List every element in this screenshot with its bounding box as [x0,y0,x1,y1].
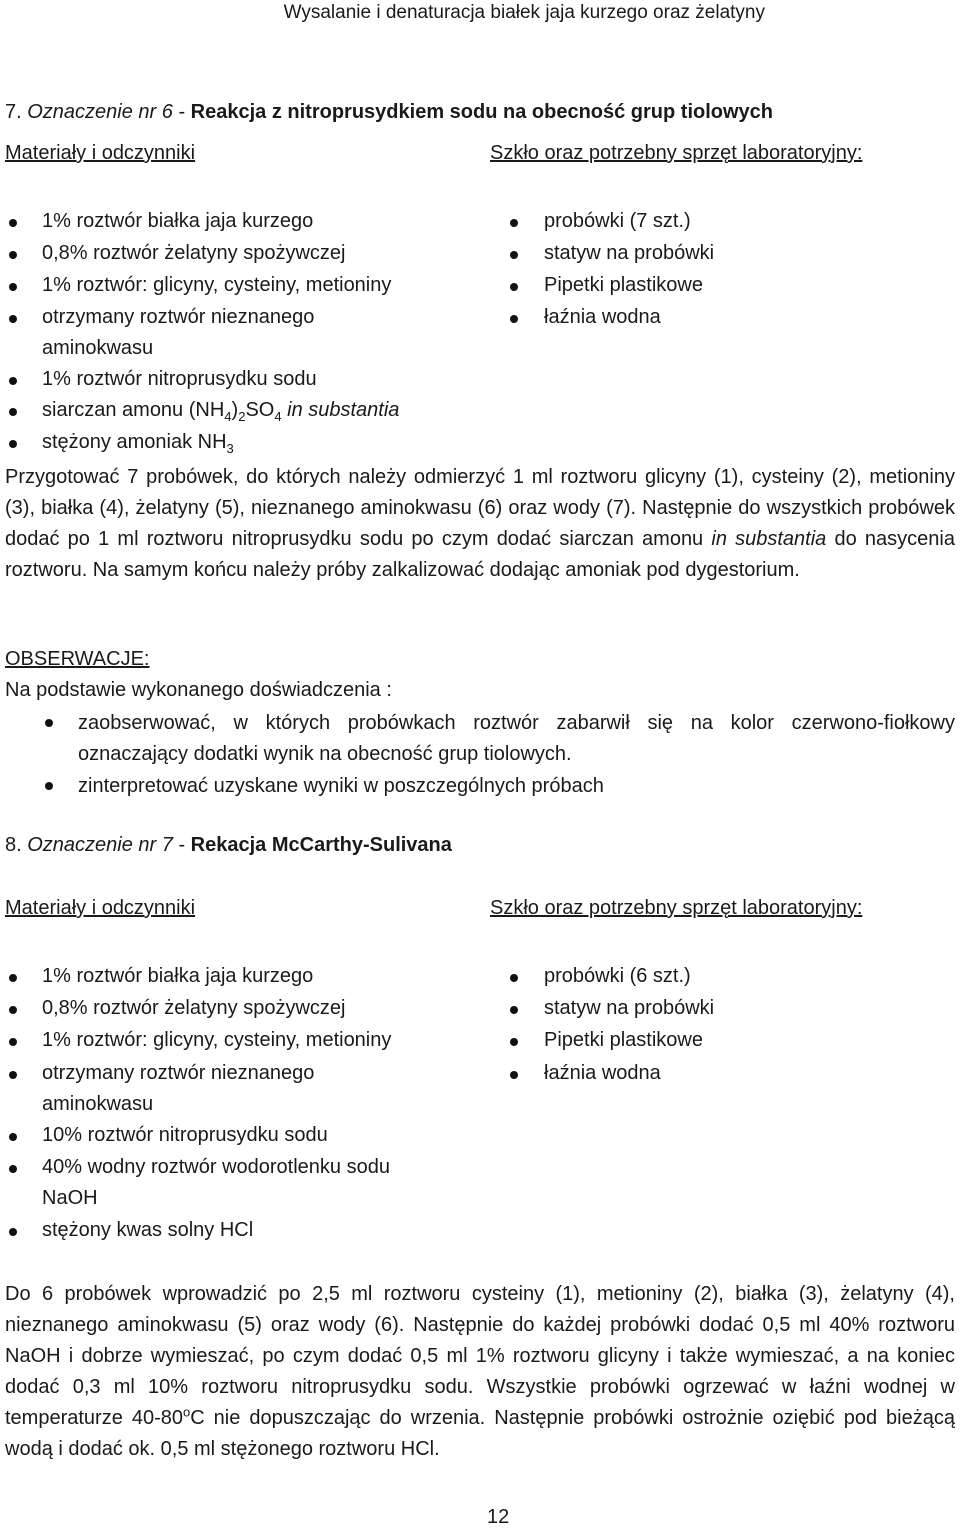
formula-subscript: 3 [226,441,234,456]
list-item: 1% roztwór białka jaja kurzego [42,965,314,987]
list-item: łaźnia wodna [544,1062,661,1084]
list-item: 0,8% roztwór żelatyny spożywczej [42,997,346,1019]
list-item: statyw na probówki [544,997,715,1019]
bullet-icon [45,782,53,790]
list-item: Pipetki plastikowe [544,1029,703,1051]
section-7-procedure [5,462,955,586]
degree-superscript: o [182,1404,191,1420]
list-item: Pipetki plastikowe [544,274,703,296]
formula-part: stężony amoniak NH [42,431,227,453]
bullet-icon [9,251,17,259]
bullet-icon [9,283,17,291]
bullet-icon [9,315,17,323]
page-header [0,0,960,26]
list-item: łaźnia wodna [544,306,661,328]
bullet-icon [9,1228,17,1236]
list-item: otrzymany roztwór nieznanego [42,1062,315,1084]
list-item: 10% roztwór nitroprusydku sodu [42,1124,328,1146]
section-7-label: Oznaczenie nr 6 [27,101,173,123]
list-item-continuation: aminokwasu [42,1093,154,1115]
list-item: 0,8% roztwór żelatyny spożywczej [42,242,346,264]
procedure-italic: in substantia [711,528,827,550]
bullet-icon [9,1038,17,1046]
procedure-text: do nasycenia roztworu. Na samym końcu należy próby zalkalizować dodając amoniak pod dygestorium. [5,528,955,581]
list-item: 40% wodny roztwór wodorotlenku sodu [42,1156,390,1178]
formula-part: ) [231,399,239,421]
procedure-text: C nie dopuszczając do wrzenia. Następnie probówki ostrożnie oziębić pod bieżącą wodą i dodać ok. 0,5 ml stężonego roztworu HCl. [5,1407,955,1460]
bullet-icon [9,219,17,227]
observation-item: zinterpretować uzyskane wyniki w poszczególnych próbach [78,775,604,797]
bullet-icon [510,1006,518,1014]
list-item-continuation: aminokwasu [42,337,154,359]
bullet-icon [9,1006,17,1014]
section-7-materials-heading: Materiały i odczynniki [5,142,196,164]
section-8-number: 8. [5,834,22,856]
observations-intro: Na podstawie wykonanego doświadczenia : [5,679,392,701]
section-8-procedure [5,1279,955,1465]
list-item: 1% roztwór: glicyny, cysteiny, metioniny [42,1029,392,1051]
bullet-icon [510,251,518,259]
section-8-title: Rekacja McCarthy-Sulivana [190,834,452,856]
list-item: stężony kwas solny HCl [42,1219,254,1241]
bullet-icon [9,974,17,982]
bullet-icon [510,1038,518,1046]
formula-subscript: 4 [274,409,282,424]
formula-part: SO [245,399,275,421]
section-7-equipment-heading: Szkło oraz potrzebny sprzęt laboratoryjny: [490,142,863,164]
procedure-text: Przygotować 7 probówek, do których należy odmierzyć 1 ml roztworu glicyny (1), cysteiny (2), metioniny (3), białka (4), żelatyny (5), nieznanego aminokwasu (6) oraz wody (7). Następnie do wszystkich probówek dodać po 1 ml roztworu nitroprusydku sodu po czym dodać siarczan amonu [5,466,955,550]
bullet-icon [9,408,17,416]
bullet-icon [9,440,17,448]
list-item-ammonium-sulfate [42,399,399,422]
bullet-icon [510,219,518,227]
list-item: otrzymany roztwór nieznanego [42,306,315,328]
section-8-equipment-heading: Szkło oraz potrzebny sprzęt laboratoryjny: [490,897,863,919]
formula-italic: in substantia [281,399,400,421]
list-item: 1% roztwór białka jaja kurzego [42,210,314,232]
section-8-materials-heading: Materiały i odczynniki [5,897,196,919]
list-item: statyw na probówki [544,242,715,264]
list-item: 1% roztwór: glicyny, cysteiny, metioniny [42,274,392,296]
formula-subscript: 4 [224,409,232,424]
section-8-heading [5,834,452,857]
bullet-icon [510,1071,518,1079]
section-7-number: 7. [5,101,22,123]
list-item: 1% roztwór nitroprusydku sodu [42,368,317,390]
bullet-icon [510,283,518,291]
header-title: Wysalanie i denaturacja białek jaja kurzego oraz żelatyny [283,2,765,23]
formula-subscript: 2 [238,409,246,424]
bullet-icon [9,1133,17,1141]
observation-item: zaobserwować, w których probówkach roztwór zabarwił się na kolor czerwono-fiołkowy oznaczający dodatki wynik na obecność grup tiolowych. [78,712,955,765]
list-item: probówki (6 szt.) [544,965,691,987]
page-number: 12 [487,1506,510,1528]
list-item-ammonia [42,431,234,454]
section-7-title: Reakcja z nitroprusydkiem sodu na obecność grup tiolowych [190,101,774,123]
list-item-continuation: NaOH [42,1187,98,1209]
bullet-icon [9,1165,17,1173]
bullet-icon [510,315,518,323]
formula-part: siarczan amonu (NH [42,399,225,421]
procedure-text: Do 6 probówek wprowadzić po 2,5 ml roztworu cysteiny (1), metioniny (2), białka (3), żelatyny (4), nieznanego aminokwasu (5) oraz wody (6). Następnie do każdej probówki dodać 0,5 ml 40% roztworu NaOH i dobrze wymieszać, po czym dodać 0,5 ml 1% roztworu glicyny i także wymieszać, a na koniec dodać 0,3 ml 10% roztworu nitroprusydku sodu. Wszystkie probówki ogrzewać w łaźni wodnej w temperaturze 40-80 [5,1283,955,1429]
bullet-icon [510,974,518,982]
list-item: probówki (7 szt.) [544,210,691,232]
observations-heading: OBSERWACJE: [5,648,150,670]
section-7-heading [5,101,773,124]
bullet-icon [9,377,17,385]
section-7-separator: - [172,101,191,123]
bullet-icon [9,1071,17,1079]
section-8-label: Oznaczenie nr 7 [27,834,173,856]
bullet-icon [45,719,53,727]
section-8-separator: - [172,834,191,856]
